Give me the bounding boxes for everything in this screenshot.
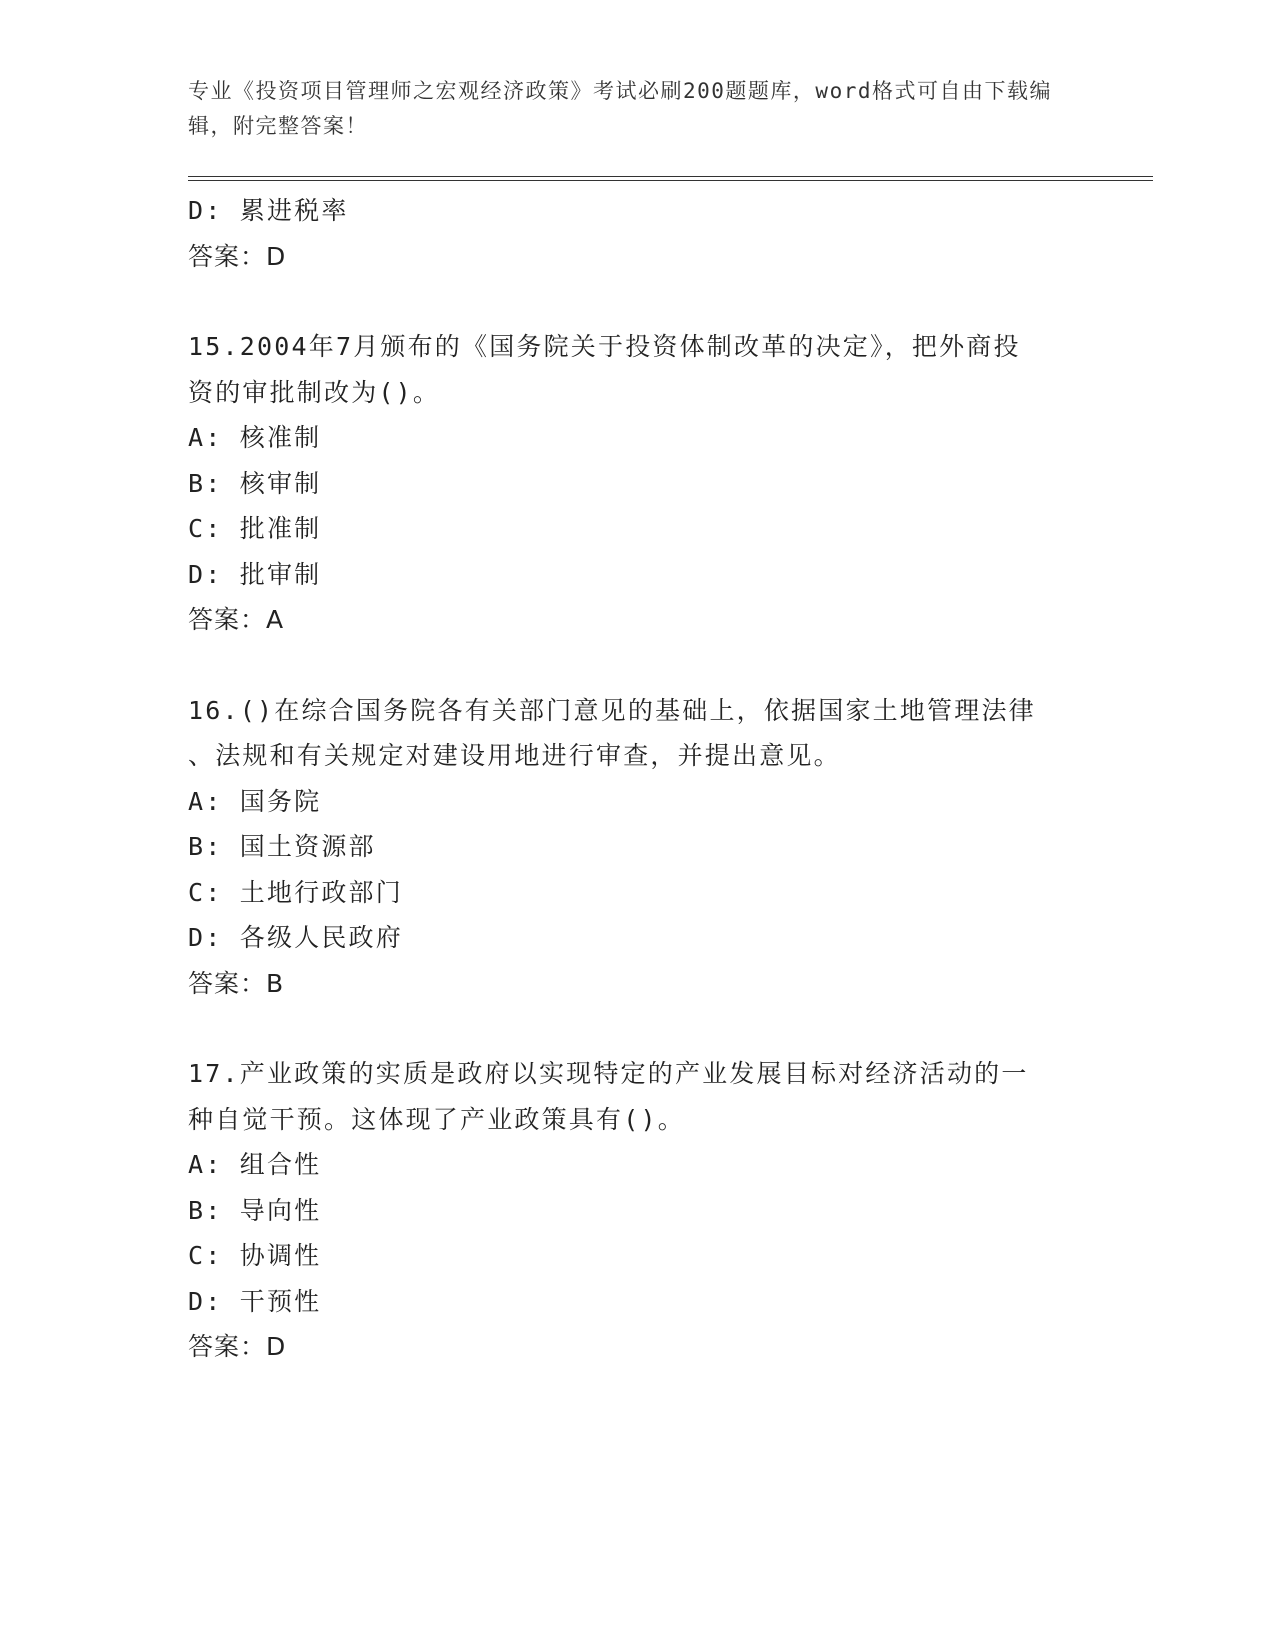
question-stem-continued: 资的审批制改为()。 <box>188 377 441 407</box>
option-b: B: 国土资源部 <box>188 832 376 861</box>
option-c: C: 批准制 <box>188 514 322 543</box>
answer-line: 答案：B <box>188 968 285 998</box>
option-a: A: 核准制 <box>188 423 322 452</box>
document-content <box>188 188 1088 1370</box>
answer-line: 答案：D <box>188 1332 287 1361</box>
question-stem: 17.产业政策的实质是政府以实现特定的产业发展目标对经济活动的一 <box>188 1059 1029 1088</box>
option-d: D: 批审制 <box>188 559 322 589</box>
header-divider <box>188 176 1153 181</box>
option-c: C: 协调性 <box>188 1241 322 1270</box>
answer-line: 答案：D <box>188 241 287 271</box>
question-stem: 16.()在综合国务院各有关部门意见的基础上，依据国家土地管理法律 <box>188 695 1036 725</box>
page-header: 专业《投资项目管理师之宏观经济政策》考试必刷200题题库，word格式可自由下载编辑，附完整答案！ <box>188 79 1052 138</box>
question-stem-continued: 、法规和有关规定对建设用地进行审查，并提出意见。 <box>188 741 841 770</box>
option-d: D: 干预性 <box>188 1286 322 1316</box>
option-d: D: 各级人民政府 <box>188 923 403 952</box>
question-16 <box>188 688 1088 1007</box>
question-stem-continued: 种自觉干预。这体现了产业政策具有()。 <box>188 1104 685 1134</box>
option-d: D: 累进税率 <box>188 196 349 225</box>
answer-line: 答案：A <box>188 605 285 634</box>
option-b: B: 核审制 <box>188 468 322 498</box>
option-a: A: 国务院 <box>188 786 322 816</box>
question-15 <box>188 324 1088 643</box>
option-a: A: 组合性 <box>188 1150 322 1179</box>
option-c: C: 土地行政部门 <box>188 877 403 907</box>
question-stem: 15.2004年7月颁布的《国务院关于投资体制改革的决定》，把外商投 <box>188 332 1021 361</box>
question-17 <box>188 1051 1088 1370</box>
option-b: B: 导向性 <box>188 1195 322 1225</box>
